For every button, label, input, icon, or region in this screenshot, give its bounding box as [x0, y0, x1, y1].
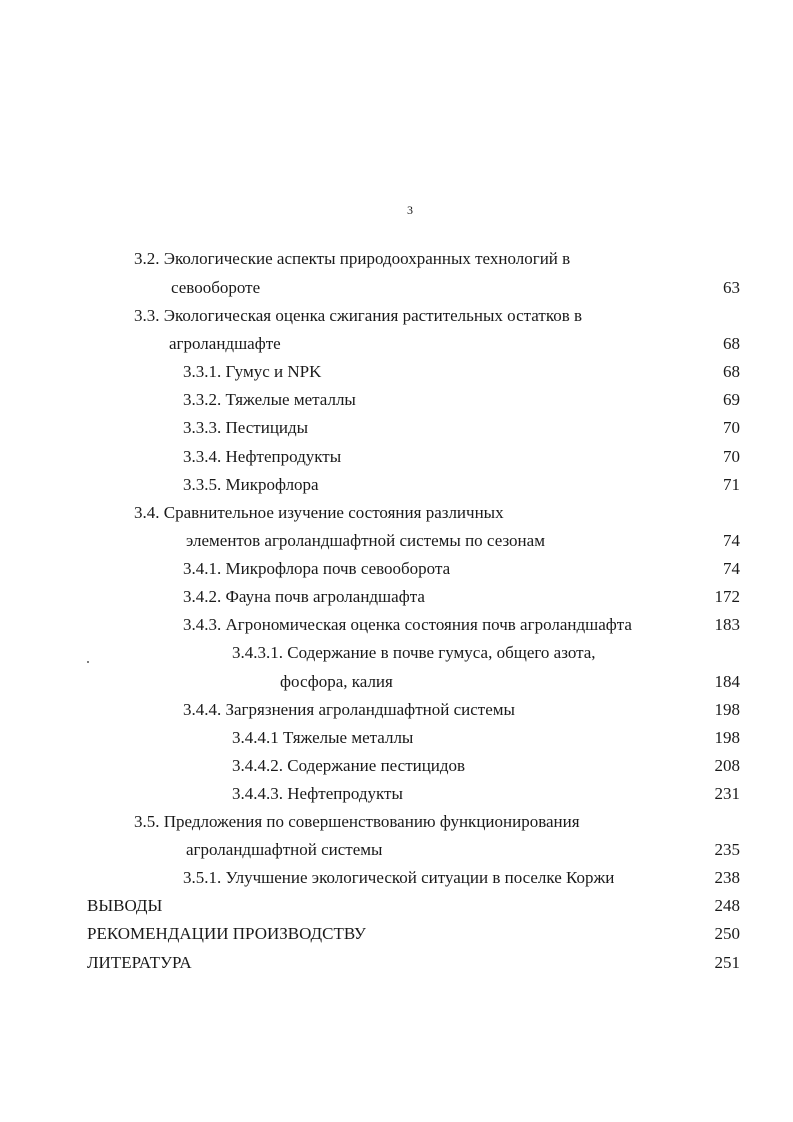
- toc-entry-3-3-page: 68: [723, 334, 740, 353]
- toc-entry-3-3-5-title: 3.3.5. Микрофлора: [183, 475, 319, 494]
- toc-entry-recommendations-title: РЕКОМЕНДАЦИИ ПРОИЗВОДСТВУ: [87, 924, 366, 943]
- toc-entry-3-4-1-page: 74: [723, 559, 740, 578]
- toc-entry-3-4-3-1-title: 3.4.3.1. Содержание в почве гумуса, общего азота,: [232, 643, 596, 662]
- toc-entry-3-4-3-1-title-cont: фосфора, калия: [280, 672, 393, 691]
- toc-entry-3-5-page: 235: [714, 840, 740, 859]
- scan-speck: [87, 661, 89, 663]
- toc-entry-3-4-4-1-page: 198: [714, 728, 740, 747]
- toc-entry-conclusions-title: ВЫВОДЫ: [87, 896, 163, 915]
- toc-entry-conclusions-page: 248: [714, 896, 740, 915]
- toc-entry-3-4-3-1-page: 184: [714, 672, 740, 691]
- toc-entry-recommendations-page: 250: [714, 924, 740, 943]
- page-number: 3: [407, 203, 413, 217]
- toc-entry-3-4-page: 74: [723, 531, 740, 550]
- toc-entry-3-4-4-title: 3.4.4. Загрязнения агроландшафтной системы: [183, 700, 515, 719]
- toc-entry-3-4-3-title: 3.4.3. Агрономическая оценка состояния почв агроландшафта: [183, 615, 632, 634]
- toc-entry-literature-title: ЛИТЕРАТУРА: [87, 953, 192, 972]
- toc-entry-3-3-2-page: 69: [723, 390, 740, 409]
- toc-entry-3-3-title-cont: агроландшафте: [169, 334, 281, 353]
- toc-entry-3-4-2-title: 3.4.2. Фауна почв агроландшафта: [183, 587, 425, 606]
- toc-entry-3-4-3-page: 183: [714, 615, 740, 634]
- toc-entry-3-2-page: 63: [723, 278, 740, 297]
- toc-entry-3-3-3-title: 3.3.3. Пестициды: [183, 418, 309, 437]
- toc-entry-3-3-2-title: 3.3.2. Тяжелые металлы: [183, 390, 356, 409]
- toc-entry-3-5-title-cont: агроландшафтной системы: [186, 840, 383, 859]
- toc-entry-3-3-3-page: 70: [723, 418, 740, 437]
- toc-entry-3-4-4-3-page: 231: [714, 784, 740, 803]
- toc-entry-3-4-2-page: 172: [714, 587, 740, 606]
- toc-entry-literature-page: 251: [714, 953, 740, 972]
- toc-entry-3-4-4-page: 198: [714, 700, 740, 719]
- toc-entry-3-5-1-page: 238: [714, 868, 740, 887]
- toc-entry-3-5-1-title: 3.5.1. Улучшение экологической ситуации в поселке Коржи: [183, 868, 615, 887]
- toc-entry-3-4-4-3-title: 3.4.4.3. Нефтепродукты: [232, 784, 403, 803]
- toc-entry-3-4-1-title: 3.4.1. Микрофлора почв севооборота: [183, 559, 451, 578]
- toc-entry-3-3-1-page: 68: [723, 362, 740, 381]
- toc-entry-3-3-5-page: 71: [723, 475, 740, 494]
- toc-entry-3-4-4-2-title: 3.4.4.2. Содержание пестицидов: [232, 756, 466, 775]
- toc-entry-3-2-title-cont: севообороте: [171, 278, 261, 297]
- toc-entry-3-4-4-2-page: 208: [714, 756, 740, 775]
- toc-entry-3-4-title-cont: элементов агроландшафтной системы по сезонам: [186, 531, 545, 550]
- toc-entry-3-5-title: 3.5. Предложения по совершенствованию функционирования: [134, 812, 580, 831]
- toc-entry-3-4-4-1-title: 3.4.4.1 Тяжелые металлы: [232, 728, 414, 747]
- toc-entry-3-3-1-title: 3.3.1. Гумус и NPK: [183, 362, 322, 381]
- toc-entry-3-2-title: 3.2. Экологические аспекты природоохранных технологий в: [134, 249, 571, 268]
- toc-entry-3-4-title: 3.4. Сравнительное изучение состояния различных: [134, 503, 504, 522]
- toc-entry-3-3-title: 3.3. Экологическая оценка сжигания растительных остатков в: [134, 306, 583, 325]
- toc-entry-3-3-4-page: 70: [723, 447, 740, 466]
- toc-entry-3-3-4-title: 3.3.4. Нефтепродукты: [183, 447, 342, 466]
